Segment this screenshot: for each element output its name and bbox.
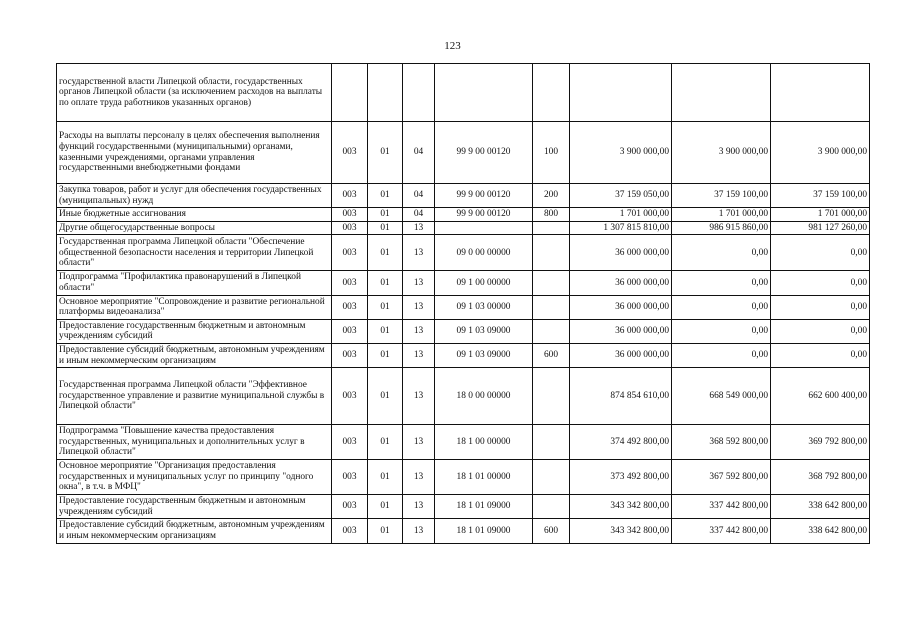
target-article-code: 99 9 00 00120 <box>435 208 533 222</box>
ved-code: 003 <box>332 271 368 295</box>
amount-year-3: 369 792 800,00 <box>771 425 870 460</box>
expense-type-code: 800 <box>533 208 570 222</box>
subsection-code: 13 <box>403 368 435 425</box>
amount-year-2: 0,00 <box>672 235 771 271</box>
amount-year-2: 368 592 800,00 <box>672 425 771 460</box>
amount-year-1: 1 701 000,00 <box>570 208 672 222</box>
ved-code <box>332 64 368 122</box>
row-name: Предоставление субсидий бюджетным, автономным учреждениям и иным некоммерческим организациям <box>57 519 332 543</box>
amount-year-1: 37 159 050,00 <box>570 184 672 208</box>
amount-year-2: 3 900 000,00 <box>672 122 771 184</box>
ved-code: 003 <box>332 235 368 271</box>
row-name: государственной власти Липецкой области, государственных органов Липецкой области (за исключением расходов на выплаты по оплате труда работников указанных органов) <box>57 64 332 122</box>
table-row <box>57 460 870 495</box>
subsection-code: 04 <box>403 208 435 222</box>
row-name: Предоставление субсидий бюджетным, автономным учреждениям и иным некоммерческим организациям <box>57 343 332 367</box>
expense-type-code <box>533 425 570 460</box>
target-article-code <box>435 64 533 122</box>
target-article-code: 18 1 01 09000 <box>435 519 533 543</box>
section-code: 01 <box>368 235 403 271</box>
section-code: 01 <box>368 295 403 319</box>
amount-year-3: 3 900 000,00 <box>771 122 870 184</box>
section-code: 01 <box>368 519 403 543</box>
ved-code: 003 <box>332 519 368 543</box>
ved-code: 003 <box>332 425 368 460</box>
budget-table <box>56 63 870 544</box>
amount-year-3 <box>771 64 870 122</box>
row-name: Предоставление государственным бюджетным и автономным учреждениям субсидий <box>57 319 332 343</box>
row-name: Государственная программа Липецкой области "Обеспечение общественной безопасности населения и территории Липецкой области" <box>57 235 332 271</box>
amount-year-1 <box>570 64 672 122</box>
amount-year-3: 0,00 <box>771 343 870 367</box>
subsection-code: 13 <box>403 343 435 367</box>
table-row <box>57 271 870 295</box>
expense-type-code <box>533 64 570 122</box>
amount-year-3: 368 792 800,00 <box>771 460 870 495</box>
section-code: 01 <box>368 368 403 425</box>
row-name: Подпрограмма "Повышение качества предоставления государственных, муниципальных и дополнительных услуг в Липецкой области" <box>57 425 332 460</box>
table-row <box>57 368 870 425</box>
target-article-code: 09 1 03 09000 <box>435 319 533 343</box>
amount-year-1: 36 000 000,00 <box>570 235 672 271</box>
target-article-code: 09 1 00 00000 <box>435 271 533 295</box>
amount-year-1: 36 000 000,00 <box>570 319 672 343</box>
section-code: 01 <box>368 343 403 367</box>
amount-year-2: 0,00 <box>672 319 771 343</box>
row-name: Другие общегосударственные вопросы <box>57 221 332 235</box>
amount-year-2: 1 701 000,00 <box>672 208 771 222</box>
target-article-code: 09 0 00 00000 <box>435 235 533 271</box>
table-row <box>57 519 870 543</box>
table-row <box>57 184 870 208</box>
target-article-code: 18 1 01 09000 <box>435 495 533 519</box>
ved-code: 003 <box>332 295 368 319</box>
subsection-code: 13 <box>403 221 435 235</box>
amount-year-1: 874 854 610,00 <box>570 368 672 425</box>
subsection-code <box>403 64 435 122</box>
section-code: 01 <box>368 184 403 208</box>
section-code: 01 <box>368 495 403 519</box>
expense-type-code: 600 <box>533 343 570 367</box>
table-row <box>57 495 870 519</box>
table-row <box>57 319 870 343</box>
amount-year-2: 668 549 000,00 <box>672 368 771 425</box>
amount-year-1: 36 000 000,00 <box>570 343 672 367</box>
row-name: Предоставление государственным бюджетным и автономным учреждениям субсидий <box>57 495 332 519</box>
target-article-code <box>435 221 533 235</box>
target-article-code: 09 1 03 09000 <box>435 343 533 367</box>
ved-code: 003 <box>332 319 368 343</box>
row-name: Государственная программа Липецкой области "Эффективное государственное управление и развитие муниципальной службы в Липецкой области" <box>57 368 332 425</box>
subsection-code: 04 <box>403 184 435 208</box>
expense-type-code <box>533 319 570 343</box>
amount-year-1: 3 900 000,00 <box>570 122 672 184</box>
amount-year-1: 36 000 000,00 <box>570 295 672 319</box>
table-row <box>57 343 870 367</box>
amount-year-3: 0,00 <box>771 295 870 319</box>
section-code: 01 <box>368 221 403 235</box>
subsection-code: 13 <box>403 495 435 519</box>
expense-type-code: 600 <box>533 519 570 543</box>
amount-year-2: 337 442 800,00 <box>672 519 771 543</box>
target-article-code: 18 1 00 00000 <box>435 425 533 460</box>
amount-year-2 <box>672 64 771 122</box>
table-row <box>57 208 870 222</box>
section-code: 01 <box>368 271 403 295</box>
row-name: Расходы на выплаты персоналу в целях обеспечения выполнения функций государственными (муниципальными) органами, казенными учреждениями, органами управления государственными внебюджетными фондами <box>57 122 332 184</box>
subsection-code: 13 <box>403 295 435 319</box>
expense-type-code: 100 <box>533 122 570 184</box>
expense-type-code <box>533 295 570 319</box>
ved-code: 003 <box>332 343 368 367</box>
expense-type-code <box>533 235 570 271</box>
subsection-code: 13 <box>403 271 435 295</box>
section-code: 01 <box>368 319 403 343</box>
table-row <box>57 295 870 319</box>
amount-year-1: 374 492 800,00 <box>570 425 672 460</box>
target-article-code: 99 9 00 00120 <box>435 184 533 208</box>
subsection-code: 13 <box>403 235 435 271</box>
expense-type-code <box>533 368 570 425</box>
amount-year-3: 0,00 <box>771 235 870 271</box>
row-name: Подпрограмма "Профилактика правонарушений в Липецкой области" <box>57 271 332 295</box>
row-name: Основное мероприятие "Сопровождение и развитие региональной платформы видеоанализа" <box>57 295 332 319</box>
expense-type-code <box>533 271 570 295</box>
amount-year-1: 373 492 800,00 <box>570 460 672 495</box>
amount-year-1: 36 000 000,00 <box>570 271 672 295</box>
ved-code: 003 <box>332 122 368 184</box>
target-article-code: 18 0 00 00000 <box>435 368 533 425</box>
subsection-code: 13 <box>403 460 435 495</box>
table-row <box>57 122 870 184</box>
page-number: 123 <box>444 40 461 52</box>
amount-year-2: 0,00 <box>672 343 771 367</box>
amount-year-1: 1 307 815 810,00 <box>570 221 672 235</box>
amount-year-1: 343 342 800,00 <box>570 495 672 519</box>
amount-year-2: 0,00 <box>672 295 771 319</box>
amount-year-3: 338 642 800,00 <box>771 495 870 519</box>
subsection-code: 04 <box>403 122 435 184</box>
expense-type-code <box>533 460 570 495</box>
amount-year-2: 337 442 800,00 <box>672 495 771 519</box>
amount-year-3: 338 642 800,00 <box>771 519 870 543</box>
expense-type-code: 200 <box>533 184 570 208</box>
ved-code: 003 <box>332 460 368 495</box>
amount-year-2: 367 592 800,00 <box>672 460 771 495</box>
amount-year-3: 0,00 <box>771 319 870 343</box>
subsection-code: 13 <box>403 425 435 460</box>
amount-year-2: 37 159 100,00 <box>672 184 771 208</box>
ved-code: 003 <box>332 221 368 235</box>
target-article-code: 09 1 03 00000 <box>435 295 533 319</box>
amount-year-3: 1 701 000,00 <box>771 208 870 222</box>
section-code: 01 <box>368 460 403 495</box>
row-name: Иные бюджетные ассигнования <box>57 208 332 222</box>
subsection-code: 13 <box>403 519 435 543</box>
section-code: 01 <box>368 208 403 222</box>
expense-type-code <box>533 495 570 519</box>
table-row <box>57 425 870 460</box>
subsection-code: 13 <box>403 319 435 343</box>
section-code: 01 <box>368 122 403 184</box>
table-row <box>57 221 870 235</box>
table-row <box>57 235 870 271</box>
table-body <box>57 64 870 544</box>
amount-year-2: 986 915 860,00 <box>672 221 771 235</box>
row-name: Закупка товаров, работ и услуг для обеспечения государственных (муниципальных) нужд <box>57 184 332 208</box>
expense-type-code <box>533 221 570 235</box>
section-code <box>368 64 403 122</box>
ved-code: 003 <box>332 208 368 222</box>
amount-year-3: 981 127 260,00 <box>771 221 870 235</box>
amount-year-2: 0,00 <box>672 271 771 295</box>
ved-code: 003 <box>332 368 368 425</box>
target-article-code: 18 1 01 00000 <box>435 460 533 495</box>
ved-code: 003 <box>332 495 368 519</box>
amount-year-3: 0,00 <box>771 271 870 295</box>
ved-code: 003 <box>332 184 368 208</box>
row-name: Основное мероприятие "Организация предоставления государственных и муниципальных услуг по принципу "одного окна", в т.ч. в МФЦ" <box>57 460 332 495</box>
amount-year-3: 662 600 400,00 <box>771 368 870 425</box>
table-row <box>57 64 870 122</box>
amount-year-1: 343 342 800,00 <box>570 519 672 543</box>
target-article-code: 99 9 00 00120 <box>435 122 533 184</box>
amount-year-3: 37 159 100,00 <box>771 184 870 208</box>
section-code: 01 <box>368 425 403 460</box>
